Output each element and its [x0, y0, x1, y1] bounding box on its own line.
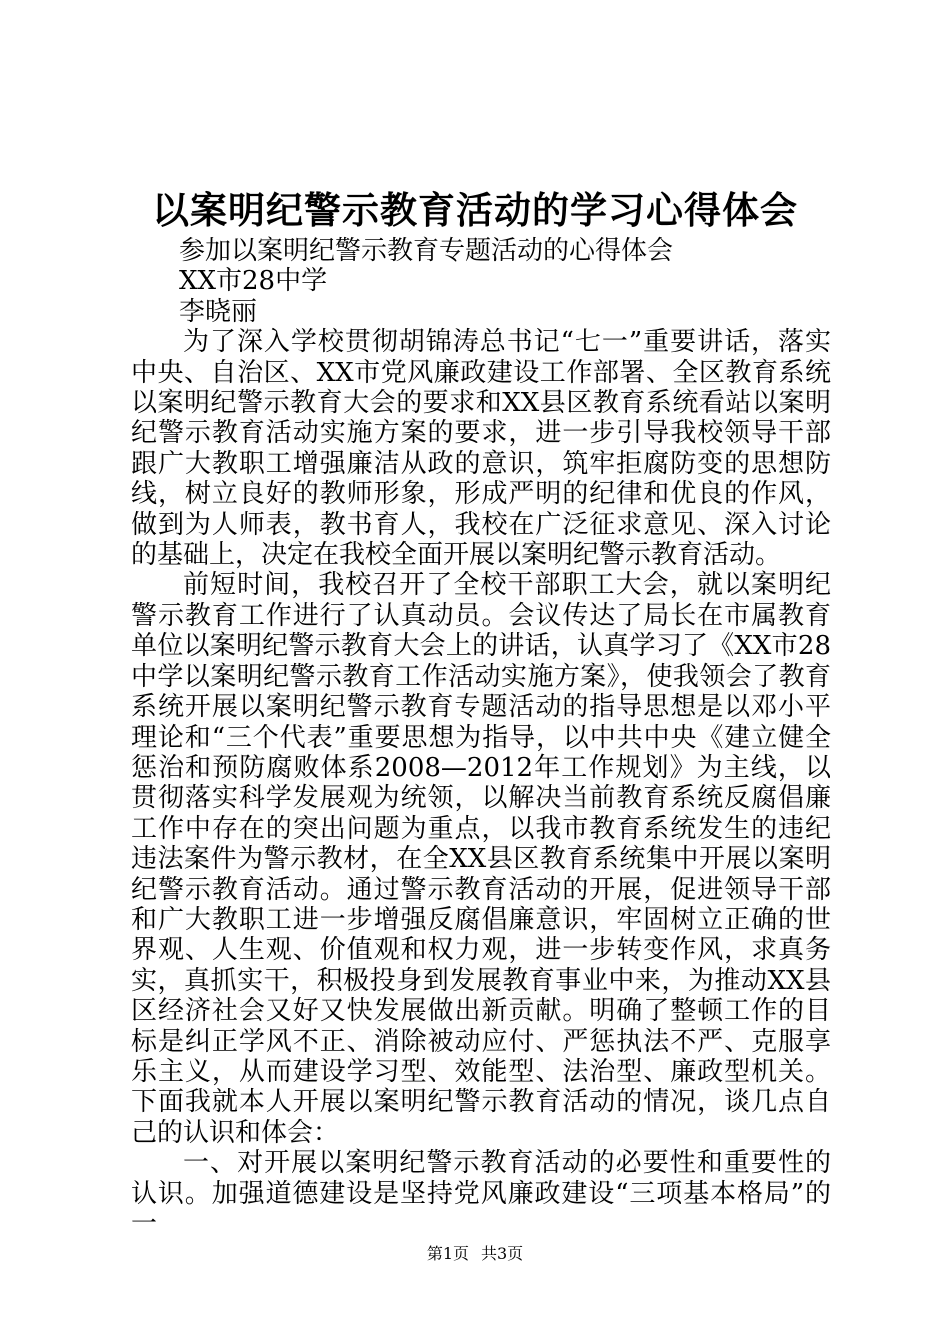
page-count: 共3页: [481, 1244, 524, 1263]
document-title: 以案明纪警示教育活动的学习心得体会: [152, 188, 798, 232]
paragraph: 一、对开展以案明纪警示教育活动的必要性和重要性的认识。加强道德建设是坚持党风廉政建设“三项基本格局”的一: [131, 1148, 831, 1239]
paragraph: 为了深入学校贯彻胡锦涛总书记“七一”重要讲话，落实中央、自治区、XX市党风廉政建设工作部署、全区教育系统以案明纪警示教育大会的要求和XX县区教育系统看站以案明纪警示教育活动实施方案的要求，进一步引导我校领导干部跟广大教职工增强廉洁从政的意识，筑牢拒腐防变的思想防线，树立良好的教师形象，形成严明的纪律和优良的作风，做到为人师表，教书育人，我校在广泛征求意见、深入讨论的基础上，决定在我校全面开展以案明纪警示教育活动。: [131, 327, 831, 571]
page-footer: [0, 1244, 950, 1264]
author-name: 李晓丽: [179, 296, 258, 327]
school-name: XX市28中学: [179, 266, 328, 297]
page-number: 第1页: [426, 1244, 469, 1263]
document-subtitle: 参加以案明纪警示教育专题活动的心得体会: [179, 236, 674, 266]
paragraph: 前短时间，我校召开了全校干部职工大会，就以案明纪警示教育工作进行了认真动员。会议传达了局长在市属教育单位以案明纪警示教育大会上的讲话，认真学习了《XX市28中学以案明纪警示教育工作活动实施方案》，使我领会了教育系统开展以案明纪警示教育专题活动的指导思想是以邓小平理论和“三个代表”重要思想为指导，以中共中央《建立健全惩治和预防腐败体系2008—2012年工作规划》为主线，以贯彻落实科学发展观为统领，以解决当前教育系统反腐倡廉工作中存在的突出问题为重点，以我市教育系统发生的违纪违法案件为警示教材，在全XX县区教育系统集中开展以案明纪警示教育活动。通过警示教育活动的开展，促进领导干部和广大教职工进一步增强反腐倡廉意识，牢固树立正确的世界观、人生观、价值观和权力观，进一步转变作风，求真务实，真抓实干，积极投身到发展教育事业中来，为推动XX县区经济社会又好又快发展做出新贡献。明确了整顿工作的目标是纠正学风不正、消除被动应付、严惩执法不严、克服享乐主义，从而建设学习型、效能型、法治型、廉政型机关。下面我就本人开展以案明纪警示教育活动的情况，谈几点自己的认识和体会：: [131, 570, 831, 1148]
document-body: [131, 236, 831, 1239]
